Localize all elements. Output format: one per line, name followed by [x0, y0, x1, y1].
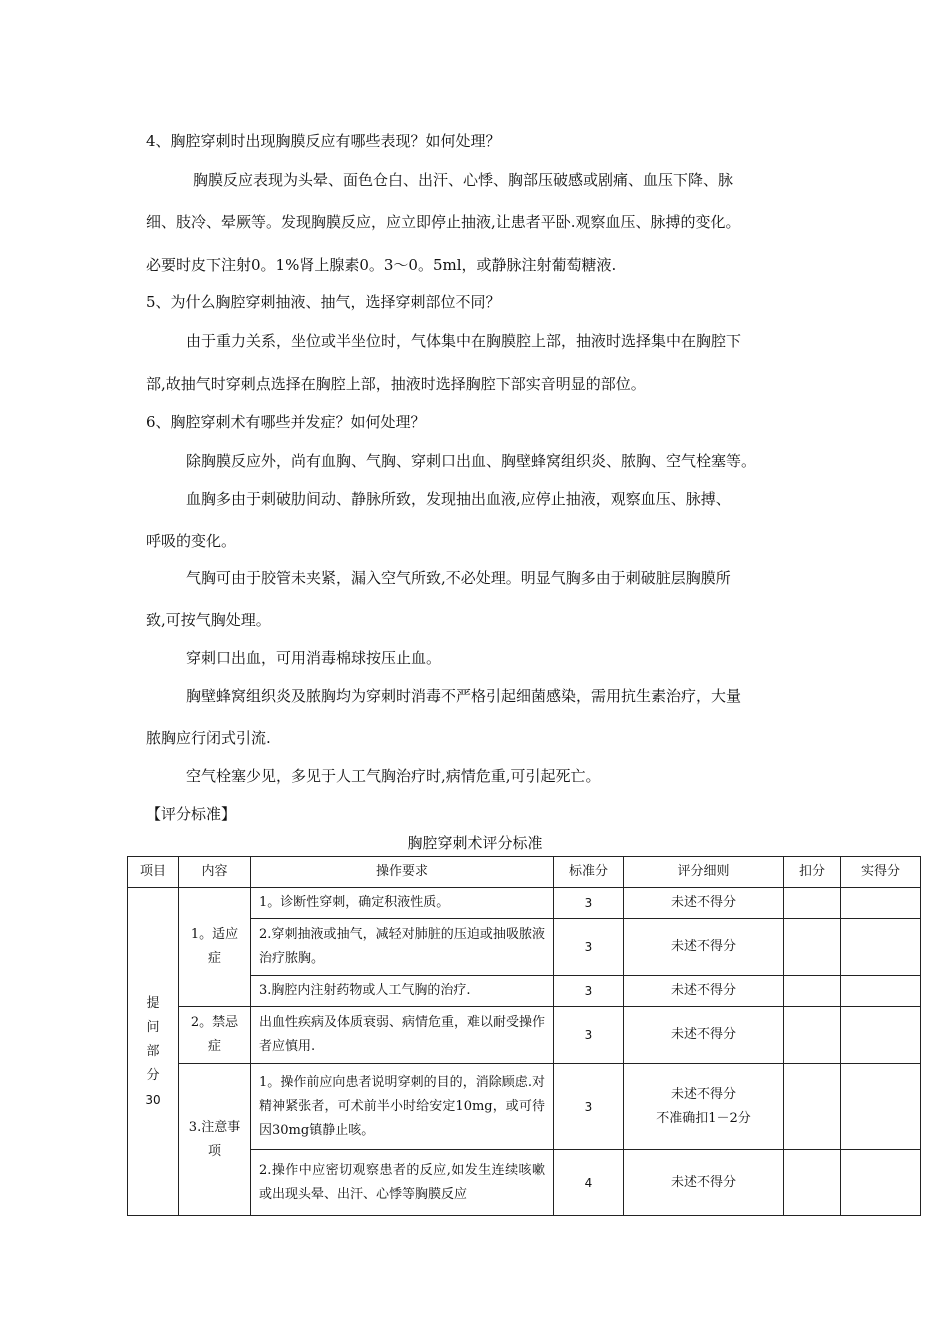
- rule-cell: 未述不得分: [624, 919, 784, 976]
- question-4: 4、胸腔穿刺时出现胸膜反应有哪些表现？如何处理？: [146, 132, 501, 150]
- answer-5-line-1: 由于重力关系，坐位或半坐位时，气体集中在胸膜腔上部，抽液时选择集中在胸腔下: [186, 332, 742, 350]
- part-char: 提: [146, 995, 160, 1011]
- group-label: 2。禁忌: [190, 1015, 239, 1030]
- actual-score-cell[interactable]: [841, 1064, 921, 1150]
- actual-score-cell[interactable]: [841, 888, 921, 919]
- answer-6-line-2: 血胸多由于刺破肋间动、静脉所致，发现抽出血液,应停止抽液，观察血压、脉搏、: [186, 490, 731, 508]
- header-deduction: 扣分: [784, 857, 841, 888]
- rule-line: 不准确扣1－2分: [656, 1110, 751, 1126]
- group-indications: [179, 888, 251, 1007]
- score-cell: 3: [554, 1007, 624, 1064]
- answer-4-line-1: 胸膜反应表现为头晕、面色仓白、出汗、心悸、胸部压破感或剧痛、血压下降、脉: [193, 171, 734, 189]
- section-heading: 【评分标准】: [146, 805, 237, 823]
- score-cell: 3: [554, 919, 624, 976]
- requirement-cell: 3.胸腔内注射药物或人工气胸的治疗.: [251, 976, 554, 1007]
- table-row: [128, 1064, 921, 1150]
- answer-4-line-2: 细、肢冷、晕厥等。发现胸膜反应，应立即停止抽液,让患者平卧.观察血压、脉搏的变化。: [146, 213, 741, 231]
- part-score: 30: [145, 1092, 161, 1107]
- table-header-row: [128, 857, 921, 888]
- actual-score-cell[interactable]: [841, 1150, 921, 1216]
- table-row: [128, 1007, 921, 1064]
- requirement-cell: 2.操作中应密切观察患者的反应,如发生连续咳嗽或出现头晕、出汗、心悸等胸膜反应: [251, 1150, 554, 1216]
- table-row: [128, 888, 921, 919]
- answer-6-line-9: 空气栓塞少见，多见于人工气胸治疗时,病情危重,可引起死亡。: [186, 767, 601, 785]
- part-char: 分: [146, 1067, 160, 1083]
- answer-4-line-3: 必要时皮下注射0。1%肾上腺素0。3～0。5ml，或静脉注射葡萄糖液.: [146, 256, 617, 274]
- rule-cell: 未述不得分: [624, 1007, 784, 1064]
- requirement-cell: 出血性疾病及体质衰弱、病情危重，难以耐受操作者应慎用.: [251, 1007, 554, 1064]
- part-cell: [128, 888, 179, 1216]
- group-precautions: [179, 1064, 251, 1216]
- group-label: 1。适应: [190, 927, 239, 942]
- deduction-cell[interactable]: [784, 976, 841, 1007]
- answer-6-line-7: 胸壁蜂窝组织炎及脓胸均为穿刺时消毒不严格引起细菌感染，需用抗生素治疗，大量: [186, 687, 742, 705]
- rule-cell: 未述不得分: [624, 888, 784, 919]
- answer-6-line-1: 除胸膜反应外，尚有血胸、气胸、穿刺口出血、胸壁蜂窝组织炎、脓胸、空气栓塞等。: [186, 452, 757, 470]
- answer-6-line-6: 穿刺口出血，可用消毒棉球按压止血。: [186, 649, 442, 667]
- group-label: 项: [207, 1143, 221, 1159]
- header-item: 项目: [128, 857, 179, 888]
- question-5: 5、为什么胸腔穿刺抽液、抽气，选择穿刺部位不同？: [146, 293, 501, 311]
- deduction-cell[interactable]: [784, 919, 841, 976]
- part-char: 部: [146, 1043, 160, 1059]
- score-cell: 4: [554, 1150, 624, 1216]
- rule-cell: 未述不得分: [624, 976, 784, 1007]
- deduction-cell[interactable]: [784, 1064, 841, 1150]
- table-title: 胸腔穿刺术评分标准: [407, 834, 543, 852]
- header-standard-score: 标准分: [554, 857, 624, 888]
- header-actual-score: 实得分: [841, 857, 921, 888]
- requirement-cell: 1。诊断性穿刺，确定积液性质。: [251, 888, 554, 919]
- deduction-cell[interactable]: [784, 1007, 841, 1064]
- question-6: 6、胸腔穿刺术有哪些并发症？如何处理？: [146, 413, 426, 431]
- answer-6-line-8: 脓胸应行闭式引流.: [146, 729, 271, 747]
- answer-6-line-3: 呼吸的变化。: [146, 532, 237, 550]
- answer-5-line-2: 部,故抽气时穿刺点选择在胸腔上部，抽液时选择胸腔下部实音明显的部位。: [146, 375, 646, 393]
- group-label: 症: [207, 1039, 221, 1054]
- header-content: 内容: [179, 857, 251, 888]
- score-cell: 3: [554, 888, 624, 919]
- deduction-cell[interactable]: [784, 888, 841, 919]
- deduction-cell[interactable]: [784, 1150, 841, 1216]
- rule-cell: 未述不得分: [624, 1150, 784, 1216]
- rule-cell: [624, 1064, 784, 1150]
- group-contraindications: [179, 1007, 251, 1064]
- actual-score-cell[interactable]: [841, 1007, 921, 1064]
- actual-score-cell[interactable]: [841, 919, 921, 976]
- part-char: 问: [146, 1019, 160, 1035]
- group-label: 3.注意事: [188, 1119, 241, 1135]
- answer-6-line-5: 致,可按气胸处理。: [146, 611, 271, 629]
- score-cell: 3: [554, 1064, 624, 1150]
- requirement-cell: 2.穿刺抽液或抽气，减轻对肺脏的压迫或抽吸脓液治疗脓胸。: [251, 919, 554, 976]
- actual-score-cell[interactable]: [841, 976, 921, 1007]
- score-cell: 3: [554, 976, 624, 1007]
- group-label: 症: [207, 951, 221, 966]
- rule-line: 未述不得分: [670, 1086, 736, 1102]
- score-table: [127, 856, 921, 1216]
- header-requirement: 操作要求: [251, 857, 554, 888]
- requirement-cell: 1。操作前应向患者说明穿刺的目的，消除顾虑.对精神紧张者，可术前半小时给安定10mg，或可待因30mg镇静止咳。: [251, 1064, 554, 1150]
- header-rules: 评分细则: [624, 857, 784, 888]
- answer-6-line-4: 气胸可由于胶管未夹紧，漏入空气所致,不必处理。明显气胸多由于刺破脏层胸膜所: [186, 569, 731, 587]
